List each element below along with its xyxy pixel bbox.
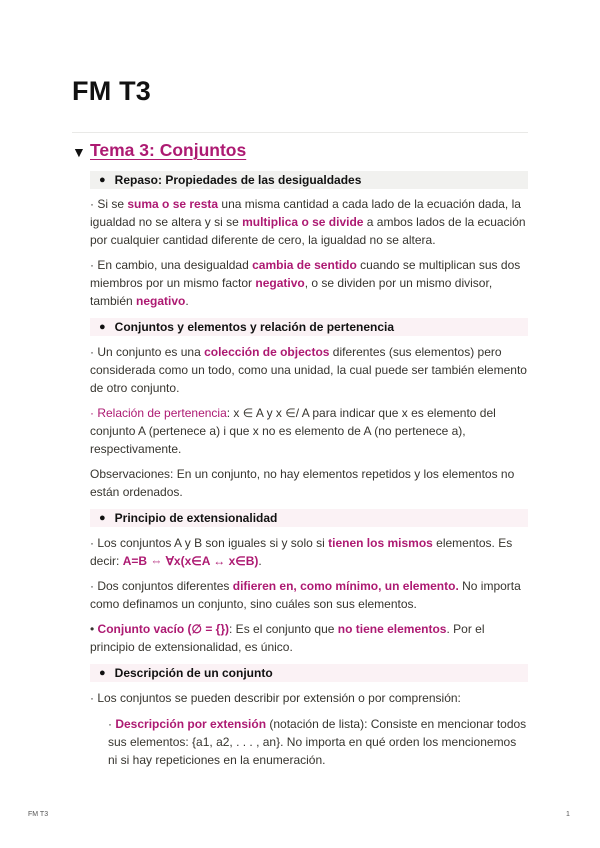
toggle-tema-3[interactable] [72, 140, 246, 161]
footer-title: FM T3 [28, 811, 49, 818]
paragraph: · En cambio, una desigualdad cambia de sentido cuando se multiplican sus dos miembros por un mismo factor negativo, o se dividen por un mismo divisor, también negativo. [90, 258, 521, 308]
section-heading-extensionalidad [90, 509, 528, 527]
section-heading-text: Repaso: Propiedades de las desigualdades [114, 173, 362, 187]
section-heading-descripcion [90, 664, 528, 682]
section-heading-text: Conjuntos y elementos y relación de pertenencia [114, 320, 395, 334]
bullet-icon: ● [99, 512, 106, 524]
section-heading-conjuntos [90, 318, 528, 336]
toggle-title: Tema 3: Conjuntos [90, 140, 247, 160]
paragraph: · Si se suma o se resta una misma cantidad a cada lado de la ecuación dada, la igualdad no se altera y si se multiplica o se divide a ambos lados de la ecuación por cualquier cantidad diferente de cero, la igualdad no se altera. [90, 197, 526, 247]
paragraph: · Relación de pertenencia: x ∈ A y x ∈/ A para indicar que x es elemento del conjunto A (pertenece a) i que x no es elemento de A (no pertenece a), respectivamente. [90, 406, 496, 456]
title-divider [72, 132, 528, 133]
paragraph: · Dos conjuntos diferentes difieren en, como mínimo, un elemento. No importa como definamos un conjunto, sino cuáles son sus elementos. [90, 579, 521, 611]
bullet-icon: ● [99, 321, 106, 333]
paragraph: · Descripción por extensión (notación de lista): Consiste en mencionar todos sus elementos: {a1, a2, . . . , an}. No importa en qué orden los mencionemos ni si hay repeticiones en la enumeración. [108, 717, 527, 767]
section-heading-repaso [90, 171, 528, 189]
paragraph: · Un conjunto es una colección de objectos diferentes (sus elementos) pero considerada como un todo, como una unidad, la cual puede ser también elemento de otro conjunto. [90, 345, 527, 395]
section-heading-text: Principio de extensionalidad [114, 511, 278, 525]
toggle-content [90, 170, 528, 769]
bullet-icon: ● [99, 174, 106, 186]
paragraph: • Conjunto vacío (∅ = {}): Es el conjunto que no tiene elementos. Por el principio de extensionalidad, es único. [90, 622, 485, 654]
document-title: FM T3 [72, 76, 151, 106]
paragraph: · Los conjuntos A y B son iguales si y solo si tienen los mismos elementos. Es decir: A=B ⇔ ∀x(x∈A ↔ x∈B). [90, 536, 513, 568]
toggle-triangle-icon[interactable]: ▼ [72, 143, 86, 160]
paragraph: Observaciones: En un conjunto, no hay elementos repetidos y los elementos no están ordenados. [90, 467, 515, 499]
paragraph: · Los conjuntos se pueden describir por extensión o por comprensión: [90, 691, 461, 705]
footer-page-number: 1 [566, 811, 570, 818]
section-heading-text: Descripción de un conjunto [114, 666, 273, 680]
bullet-icon: ● [99, 667, 106, 679]
